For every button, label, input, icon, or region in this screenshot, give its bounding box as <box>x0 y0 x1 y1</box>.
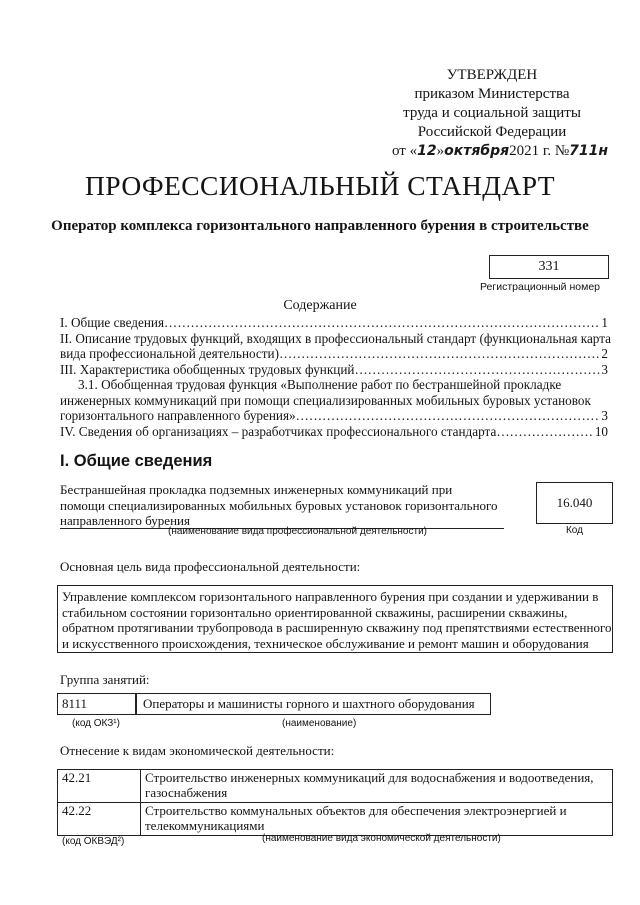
okz-code-caption: (код ОКЗ¹) <box>72 718 120 729</box>
activity-code-caption: Код <box>565 525 583 536</box>
toc-item-2-line-2: вида профессиональной деятельности) <box>60 346 279 361</box>
toc-item-4-line-3: горизонтального направленного бурения» <box>60 408 296 423</box>
toc <box>60 315 611 439</box>
goal-line-3: обратном протягивании трубопровода в расширенную скважину под препятствиями естественного <box>62 620 612 635</box>
order-prefix: от « <box>392 143 418 159</box>
section-1-heading: I. Общие сведения <box>60 452 213 470</box>
approval-line-4: Российской Федерации <box>417 124 567 140</box>
goal-line-2: стабильном состоянии горизонтально ориентированной скважины, расширении скважины, <box>62 604 568 620</box>
activity-name-line-3: направленного бурения <box>60 513 190 528</box>
okz-code-cell: 8111 <box>57 693 136 715</box>
okved-code-cell: 42.22 <box>58 803 141 836</box>
order-number: 711н <box>569 143 609 159</box>
activity-code-box: 16.040 <box>536 482 613 524</box>
order-year: 2021 г. № <box>509 143 570 159</box>
table-row <box>58 803 613 836</box>
approval-stamp <box>392 66 609 161</box>
okved-name-line-2: телекоммуникациями <box>145 817 265 833</box>
order-line <box>392 142 609 161</box>
toc-heading: Содержание <box>283 298 357 313</box>
toc-item-4-line-1: 3.1. Обобщенная трудовая функция «Выполнение работ по бестраншейной прокладке <box>78 377 562 392</box>
toc-item-4[interactable] <box>60 377 608 424</box>
toc-item-2-line-1: II. Описание трудовых функций, входящих в профессиональный стандарт (функциональная карта <box>60 330 611 346</box>
goal-box <box>57 585 613 653</box>
approval-line-3: труда и социальной защиты <box>403 105 581 121</box>
goal-line-4: и искусственного происхождения, техническое обслуживание и ремонт машин и оборудования <box>62 635 589 651</box>
toc-item-3-page: 3 <box>601 361 608 377</box>
goal-label: Основная цель вида профессиональной деятельности: <box>60 559 361 574</box>
registration-number-box: 331 <box>489 255 609 279</box>
approval-line-2: приказом Министерства <box>414 86 570 102</box>
toc-item-5-label: IV. Сведения об организациях – разработчиках профессионального стандарта <box>60 423 497 439</box>
okved-table <box>57 769 613 836</box>
okved-name-caption: (наименование вида экономической деятельности) <box>262 833 501 844</box>
toc-item-2[interactable] <box>60 330 611 362</box>
okved-code-caption: (код ОКВЭД²) <box>62 836 125 847</box>
okz-name-cell: Операторы и машинисты горного и шахтного оборудования <box>136 693 491 715</box>
okz-name-caption: (наименование) <box>282 718 357 729</box>
order-mid: » <box>436 143 445 159</box>
toc-item-1-label: I. Общие сведения <box>60 315 165 330</box>
toc-item-1-page: 1 <box>601 315 608 330</box>
page-title: ПРОФЕССИОНАЛЬНЫЙ СТАНДАРТ <box>85 170 555 201</box>
toc-item-4-line-2: инженерных коммуникаций при помощи специализированных мобильных буровых установок <box>60 392 591 408</box>
okved-code-cell: 42.21 <box>58 770 141 803</box>
okved-name-cell <box>141 770 613 803</box>
okved-name-line-1: Строительство инженерных коммуникаций для водоснабжения и водоотведения, <box>145 770 594 785</box>
okved-name-cell <box>141 803 613 836</box>
registration-number-label: Регистрационный номер <box>480 281 600 293</box>
okved-name-line-1: Строительство коммунальных объектов для обеспечения электроэнергией и <box>145 803 567 818</box>
table-row <box>58 770 613 803</box>
activity-name <box>60 482 504 529</box>
toc-item-1[interactable] <box>60 315 608 331</box>
standard-subtitle: Оператор комплекса горизонтального направленного бурения в строительстве <box>51 218 589 234</box>
order-day: 12 <box>417 143 437 159</box>
econ-activity-label: Отнесение к видам экономической деятельности: <box>60 743 335 758</box>
order-month: октября <box>444 143 510 159</box>
activity-caption: (наименование вида профессиональной деятельности) <box>168 526 427 537</box>
toc-item-5[interactable] <box>60 424 608 440</box>
toc-item-3-label: III. Характеристика обобщенных трудовых функций <box>60 361 355 377</box>
activity-name-line-2: помощи специализированных мобильных буровых установок горизонтального <box>60 497 498 513</box>
okved-name-line-2: газоснабжения <box>145 784 228 800</box>
toc-item-2-page: 2 <box>601 346 608 361</box>
goal-line-1: Управление комплексом горизонтального направленного бурения при создании и удерживании в <box>62 589 599 604</box>
activity-name-line-1: Бестраншейная прокладка подземных инженерных коммуникаций при <box>60 482 453 497</box>
toc-item-5-page: 10 <box>594 423 608 439</box>
occupation-group-label: Группа занятий: <box>60 672 150 687</box>
approval-line-1: УТВЕРЖДЕН <box>446 67 538 83</box>
toc-item-3[interactable] <box>60 362 608 378</box>
toc-item-4-page: 3 <box>601 408 608 423</box>
